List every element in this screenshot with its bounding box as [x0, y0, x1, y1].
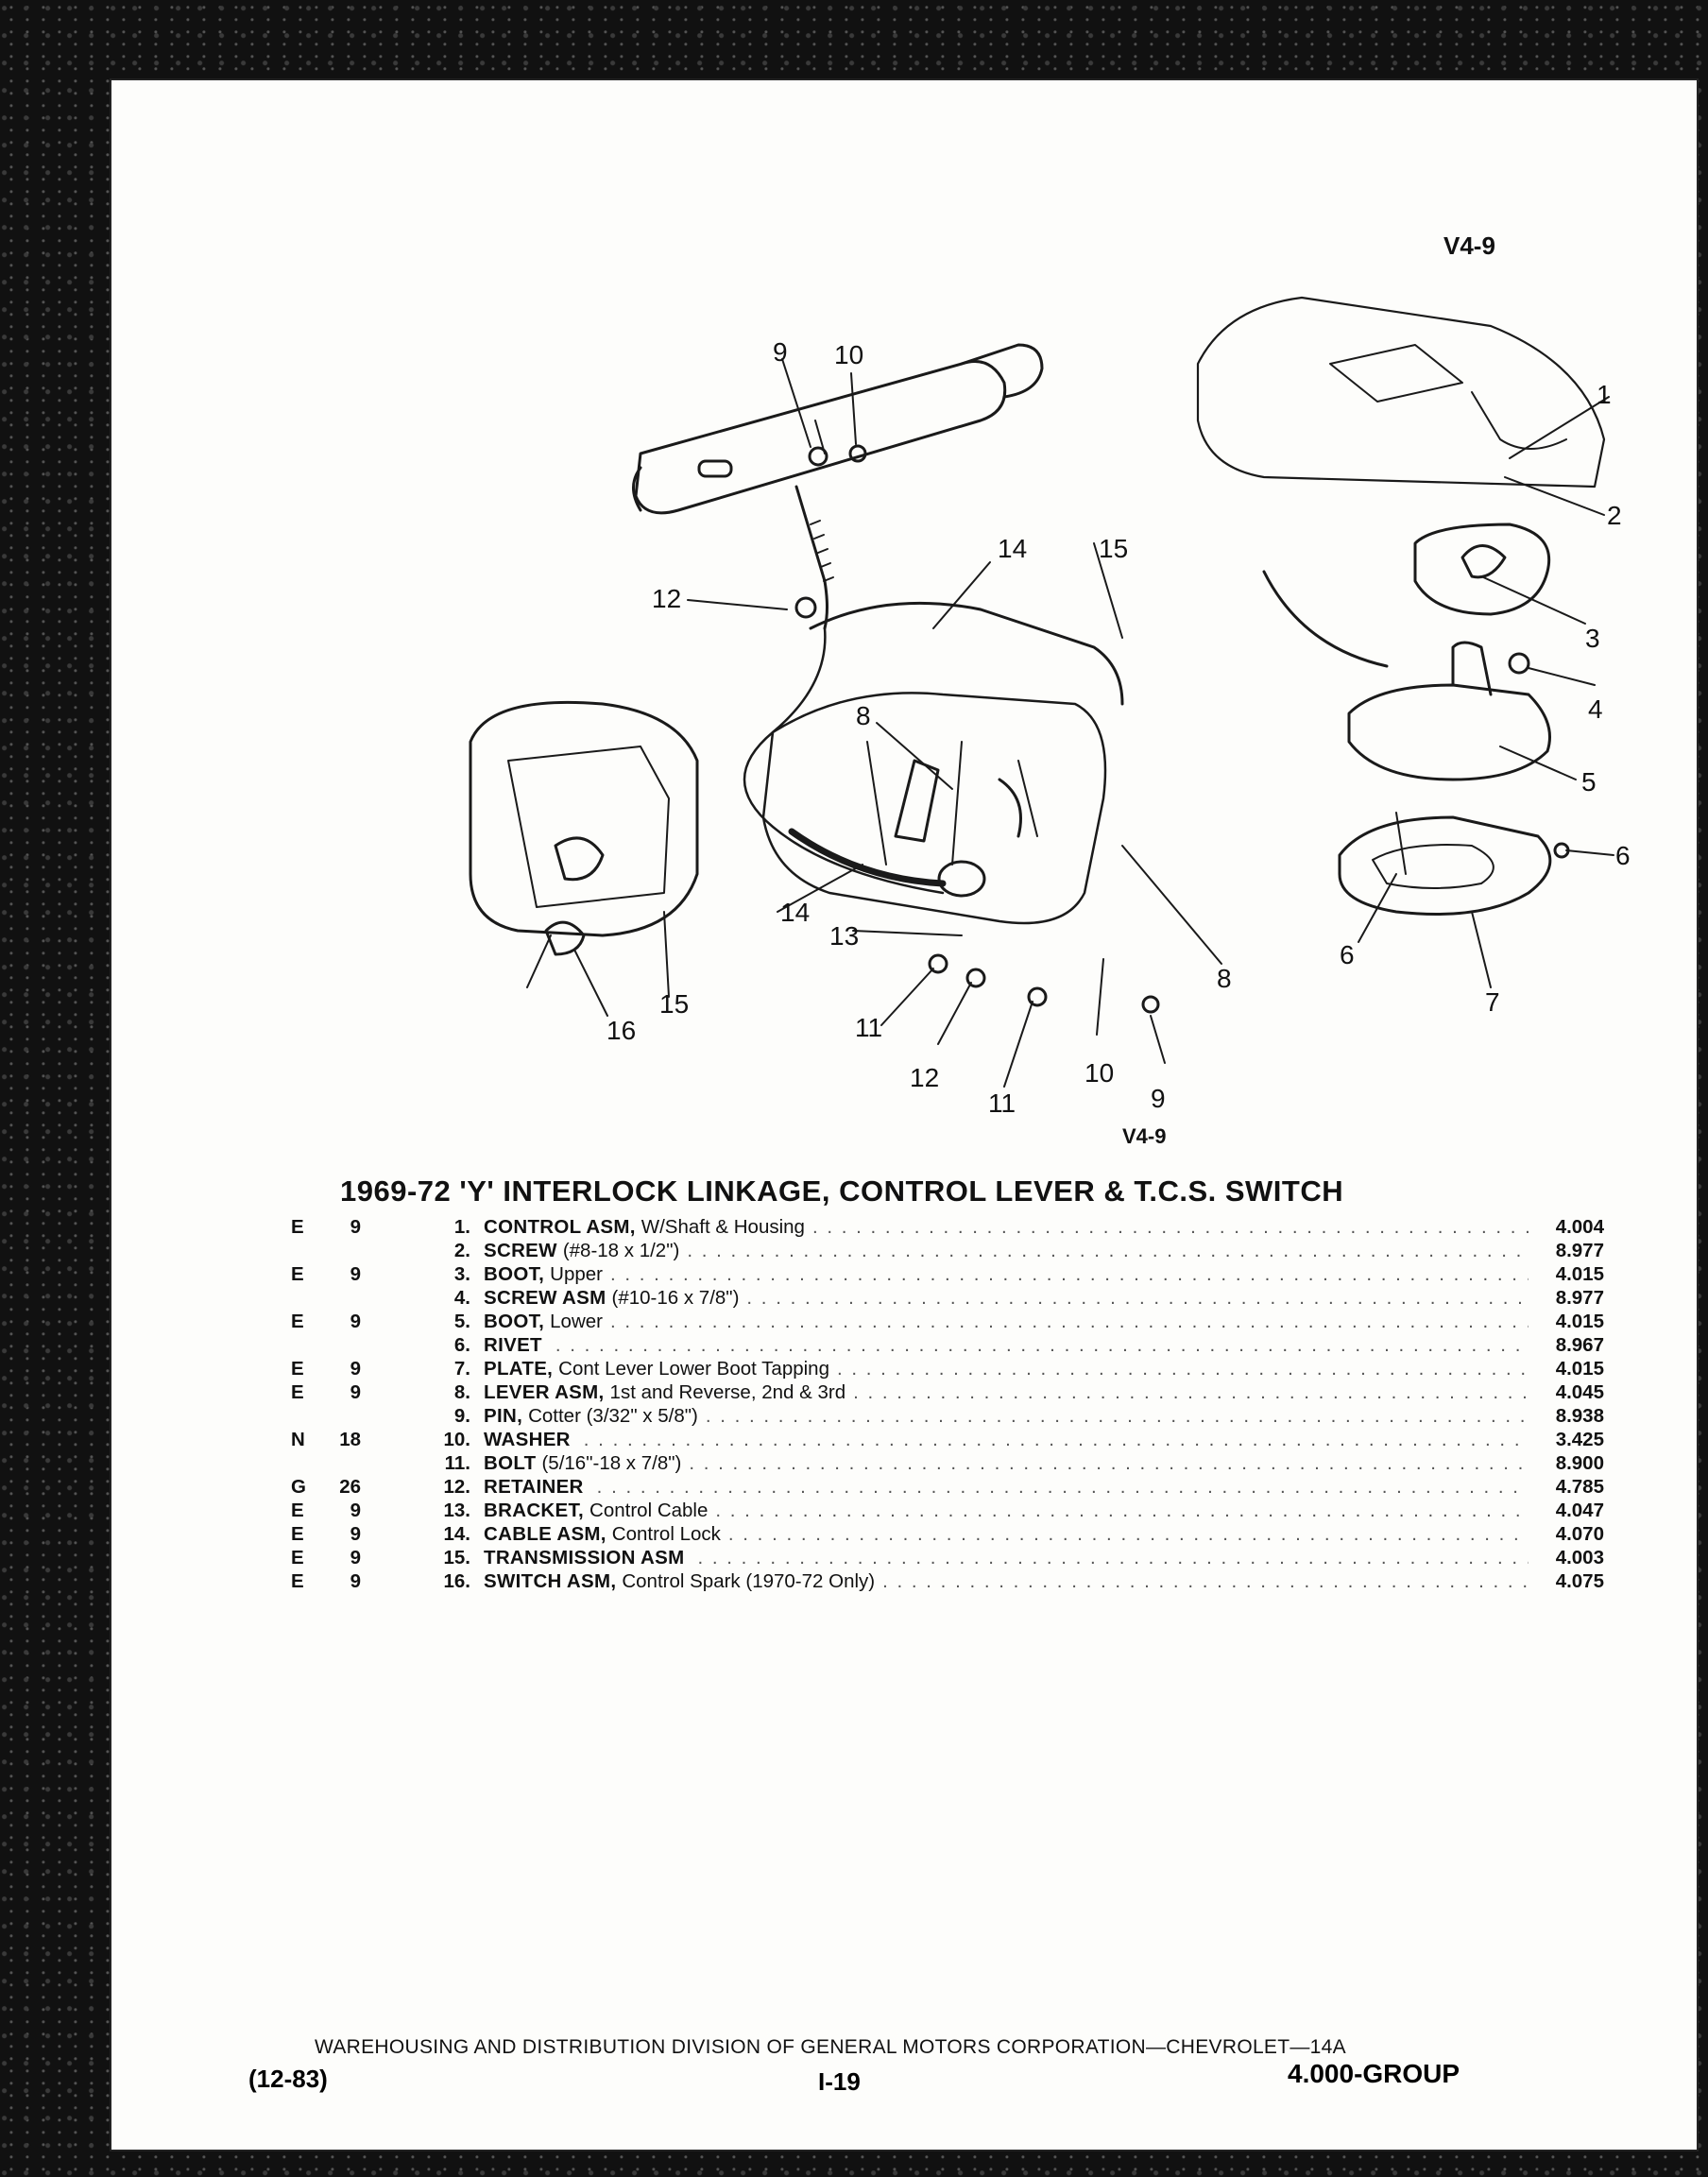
leader-dots — [689, 1452, 1529, 1475]
part-row — [291, 1381, 1604, 1405]
footer-division: WAREHOUSING AND DISTRIBUTION DIVISION OF GENERAL MOTORS CORPORATION—CHEVROLET—14A — [315, 2036, 1346, 2058]
part-name: BOOT, — [484, 1311, 545, 1332]
part-group-code: 8.900 — [1555, 1452, 1604, 1474]
callout-2: 2 — [1607, 501, 1622, 530]
leader-dots — [610, 1263, 1529, 1286]
callout-14b: 14 — [780, 898, 811, 927]
callout-12a: 12 — [652, 584, 682, 613]
part-number: 6. — [453, 1334, 470, 1356]
part-row — [291, 1263, 1604, 1287]
part-number: 15. — [443, 1547, 470, 1568]
part-name: PIN, — [484, 1405, 523, 1427]
callout-12b: 12 — [910, 1063, 940, 1092]
leader-dots — [728, 1523, 1529, 1546]
figure-code-mid: V4-9 — [1122, 1124, 1167, 1148]
part-group: 9 — [350, 1500, 361, 1521]
part-number: 9. — [453, 1405, 470, 1427]
part-group-code: 4.015 — [1555, 1358, 1604, 1380]
footer-date: (12-83) — [248, 2065, 328, 2093]
part-description: Cont Lever Lower Boot Tapping — [558, 1358, 829, 1380]
page-title: 1969-72 'Y' INTERLOCK LINKAGE, CONTROL LEVER & T.C.S. SWITCH — [340, 1174, 1344, 1208]
leader-dots — [697, 1547, 1529, 1569]
part-name: BRACKET, — [484, 1500, 585, 1521]
part-class: E — [291, 1523, 304, 1545]
part-class: E — [291, 1358, 304, 1380]
part-class: E — [291, 1216, 304, 1238]
part-group: 9 — [350, 1523, 361, 1545]
part-group: 9 — [350, 1216, 361, 1238]
part-group-code: 4.045 — [1555, 1381, 1604, 1403]
callout-15a: 15 — [1099, 534, 1129, 563]
callout-5: 5 — [1581, 767, 1597, 797]
callout-8b: 8 — [1217, 964, 1232, 993]
part-number: 1. — [453, 1216, 470, 1238]
switch-assembly — [546, 922, 584, 954]
footer-page-number: I-19 — [818, 2067, 861, 2096]
part-class: N — [291, 1429, 305, 1450]
part-group-code: 4.075 — [1555, 1570, 1604, 1592]
part-group-code: 4.015 — [1555, 1263, 1604, 1285]
part-description: Control Spark (1970-72 Only) — [622, 1570, 876, 1592]
part-name: TRANSMISSION ASM — [484, 1547, 685, 1568]
part-row — [291, 1240, 1604, 1263]
part-number: 14. — [443, 1523, 470, 1545]
figure-code-top: V4-9 — [1443, 231, 1495, 260]
part-description: (5/16"-18 x 7/8") — [541, 1452, 682, 1474]
part-row — [291, 1523, 1604, 1547]
leader-dots — [584, 1429, 1529, 1451]
part-name: LEVER ASM, — [484, 1381, 605, 1403]
part-group-code: 4.047 — [1555, 1500, 1604, 1521]
callout-13: 13 — [829, 921, 860, 951]
exploded-parts-diagram — [111, 80, 1697, 1120]
part-description: Cotter (3/32" x 5/8") — [528, 1405, 698, 1427]
part-group-code: 4.004 — [1555, 1216, 1604, 1238]
part-group-code: 8.977 — [1555, 1240, 1604, 1261]
lever-assembly — [896, 761, 938, 841]
part-description: 1st and Reverse, 2nd & 3rd — [609, 1381, 846, 1403]
boot-plate — [1340, 817, 1550, 915]
part-row — [291, 1452, 1604, 1476]
leader-dots — [837, 1358, 1529, 1380]
lower-boot — [1349, 685, 1550, 780]
part-row — [291, 1334, 1604, 1358]
part-class: E — [291, 1311, 304, 1332]
part-name: BOOT, — [484, 1263, 545, 1285]
callout-1: 1 — [1597, 380, 1612, 409]
leader-dots — [555, 1334, 1529, 1357]
leader-dots — [597, 1476, 1529, 1499]
part-class: G — [291, 1476, 306, 1498]
part-number: 3. — [453, 1263, 470, 1285]
callout-16: 16 — [606, 1016, 637, 1045]
callout-10a: 10 — [834, 340, 864, 369]
callout-14a: 14 — [998, 534, 1028, 563]
part-group-code: 4.015 — [1555, 1311, 1604, 1332]
callout-7: 7 — [1485, 987, 1500, 1017]
part-class: E — [291, 1381, 304, 1403]
part-number: 8. — [453, 1381, 470, 1403]
leader-dots — [687, 1240, 1529, 1262]
callout-6a: 6 — [1615, 841, 1631, 870]
part-description: (#8-18 x 1/2") — [562, 1240, 680, 1261]
leader-dots — [882, 1570, 1529, 1593]
callout-15b: 15 — [659, 989, 690, 1019]
part-description: Lower — [550, 1311, 603, 1332]
engine-block — [470, 702, 697, 935]
leader-dots — [610, 1311, 1529, 1333]
part-name: CABLE ASM, — [484, 1523, 606, 1545]
part-group: 18 — [339, 1429, 361, 1450]
part-description: Control Cable — [589, 1500, 709, 1521]
leader-dots — [853, 1381, 1529, 1404]
part-row — [291, 1287, 1604, 1311]
part-number: 4. — [453, 1287, 470, 1309]
part-row — [291, 1547, 1604, 1570]
part-name: RIVET — [484, 1334, 542, 1356]
part-row — [291, 1405, 1604, 1429]
callout-10b: 10 — [1085, 1058, 1115, 1088]
part-group: 9 — [350, 1358, 361, 1380]
part-group: 9 — [350, 1263, 361, 1285]
callout-11a: 11 — [855, 1013, 883, 1042]
part-group: 26 — [339, 1476, 361, 1498]
leader-dots — [812, 1216, 1529, 1239]
part-class: E — [291, 1547, 304, 1568]
part-name: CONTROL ASM, — [484, 1216, 636, 1238]
leader-dots — [706, 1405, 1529, 1428]
part-group-code: 4.785 — [1555, 1476, 1604, 1498]
part-description: Control Lock — [611, 1523, 721, 1545]
leader-dots — [746, 1287, 1529, 1310]
part-group: 9 — [350, 1547, 361, 1568]
callout-9a: 9 — [773, 337, 788, 367]
transmission-housing — [763, 693, 1105, 923]
part-row — [291, 1476, 1604, 1500]
part-row — [291, 1311, 1604, 1334]
footer-group: 4.000-GROUP — [1288, 2059, 1460, 2088]
part-row — [291, 1216, 1604, 1240]
part-name: SWITCH ASM, — [484, 1570, 617, 1592]
part-number: 16. — [443, 1570, 470, 1592]
part-number: 10. — [443, 1429, 470, 1450]
part-group: 9 — [350, 1311, 361, 1332]
part-group-code: 8.977 — [1555, 1287, 1604, 1309]
column-key-slot — [699, 461, 731, 476]
part-row — [291, 1429, 1604, 1452]
floor-pan — [1198, 298, 1604, 487]
part-group: 9 — [350, 1381, 361, 1403]
part-name: WASHER — [484, 1429, 571, 1450]
part-number: 7. — [453, 1358, 470, 1380]
part-group-code: 4.070 — [1555, 1523, 1604, 1545]
part-group-code: 8.967 — [1555, 1334, 1604, 1356]
part-name: SCREW ASM — [484, 1287, 606, 1309]
part-group-code: 8.938 — [1555, 1405, 1604, 1427]
callout-11b: 11 — [988, 1088, 1016, 1118]
part-class: E — [291, 1263, 304, 1285]
part-number: 13. — [443, 1500, 470, 1521]
callout-4: 4 — [1588, 694, 1603, 724]
part-row — [291, 1358, 1604, 1381]
part-name: PLATE, — [484, 1358, 554, 1380]
part-number: 2. — [453, 1240, 470, 1261]
part-group-code: 3.425 — [1555, 1429, 1604, 1450]
part-group: 9 — [350, 1570, 361, 1592]
part-number: 11. — [444, 1452, 470, 1474]
catalog-page — [111, 80, 1697, 2150]
part-description: Upper — [550, 1263, 603, 1285]
part-group-code: 4.003 — [1555, 1547, 1604, 1568]
part-name: BOLT — [484, 1452, 537, 1474]
part-name: SCREW — [484, 1240, 557, 1261]
callout-9b: 9 — [1151, 1084, 1166, 1113]
callout-8a: 8 — [856, 701, 871, 730]
part-class: E — [291, 1570, 304, 1592]
part-row — [291, 1500, 1604, 1523]
callout-3: 3 — [1585, 624, 1600, 653]
control-cable-upper — [796, 487, 828, 628]
leader-dots — [715, 1500, 1529, 1522]
part-class: E — [291, 1500, 304, 1521]
callout-6b: 6 — [1340, 940, 1355, 969]
part-row — [291, 1570, 1604, 1594]
parts-list — [291, 1216, 1604, 1594]
part-number: 12. — [443, 1476, 470, 1498]
upper-boot — [1415, 524, 1549, 614]
part-description: (#10-16 x 7/8") — [611, 1287, 740, 1309]
part-name: RETAINER — [484, 1476, 584, 1498]
part-number: 5. — [453, 1311, 470, 1332]
part-description: W/Shaft & Housing — [640, 1216, 805, 1238]
